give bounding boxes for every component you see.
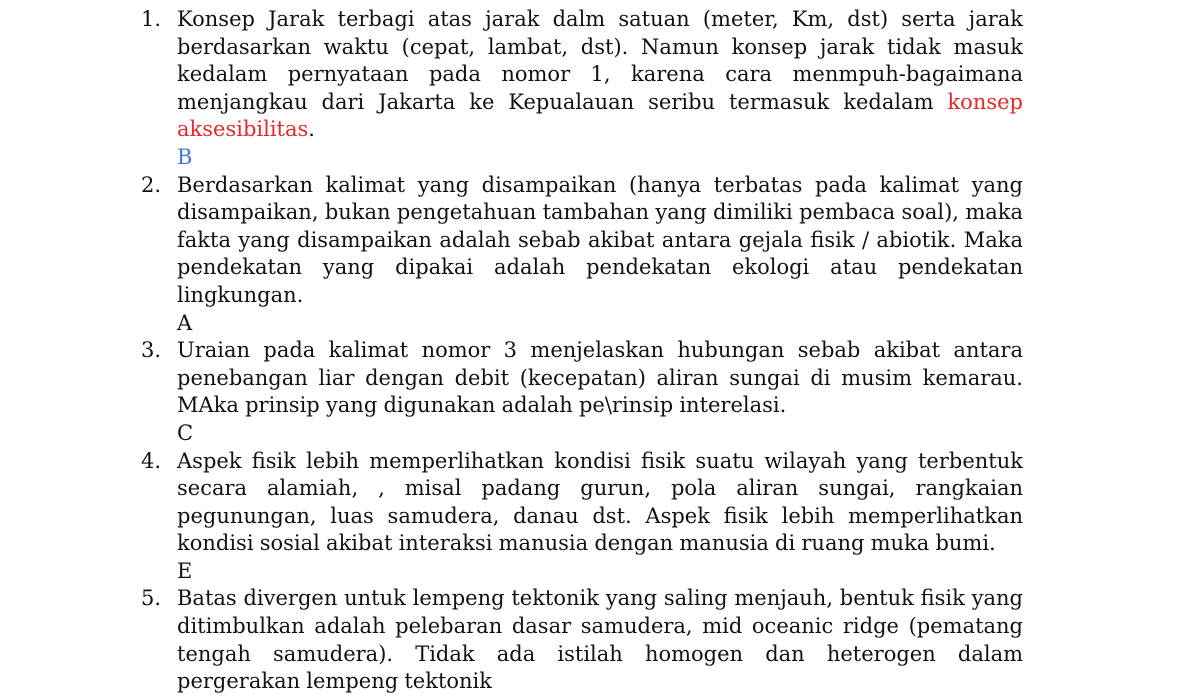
answer-letter: C — [177, 420, 194, 445]
list-item-5 — [0, 585, 1200, 695]
item-paragraph: Aspek fisik lebih memperlihatkan kondisi fisik suatu wilayah yang terbentuk secara alamiah, , misal padang gurun, pola aliran sungai, rangkaian pegunungan, luas samudera, danau dst. Aspek fisik lebih memperlihatkan kondisi sosial akibat interaksi manusia dengan manusia di ruang muka bumi. — [177, 448, 1023, 556]
highlighted-term: konsep aksesibilitas — [177, 89, 1023, 142]
item-text-tail: . — [308, 117, 315, 142]
answer-letter: B — [177, 144, 193, 169]
list-item-1 — [0, 6, 1200, 172]
item-number: 1. — [141, 7, 162, 31]
item-number: 2. — [141, 172, 162, 197]
list-item-4 — [0, 448, 1200, 586]
answer-letter: E — [177, 558, 193, 583]
item-paragraph: Berdasarkan kalimat yang disampaikan (hanya terbatas pada kalimat yang disampaikan, bukan pengetahuan tambahan yang dimiliki pembaca soal), maka fakta yang disampaikan adalah sebab akibat antara gejala fisik / abiotik. Maka pendekatan yang dipakai adalah pendekatan ekologi atau pendekatan lingkungan. — [177, 172, 1023, 307]
list-item-2 — [0, 172, 1200, 338]
item-paragraph: Uraian pada kalimat nomor 3 menjelaskan hubungan sebab akibat antara penebangan liar dengan debit (kecepatan) aliran sungai di musim kemarau. MAka prinsip yang digunakan adalah pe\rinsip interelasi. — [177, 338, 1023, 418]
list-item-3 — [0, 337, 1200, 447]
answer-letter: A — [177, 310, 193, 335]
item-paragraph: Batas divergen untuk lempeng tektonik yang saling menjauh, bentuk fisik yang ditimbulkan adalah pelebaran dasar samudera, mid oceanic ridge (pematang tengah samudera). Tidak ada istilah homogen dan heterogen dalam pergerakan lempeng tektonik — [177, 586, 1023, 694]
item-number: 3. — [141, 338, 162, 363]
item-text: Konsep Jarak terbagi atas jarak dalm satuan (meter, Km, dst) serta jarak berdasarkan waktu (cepat, lambat, dst). Namun konsep jarak tidak masuk kedalam pernyataan pada nomor 1, karena cara menmpuh-bagaimana menjangkau dari Jakarta ke Kepualauan seribu termasuk kedalam — [177, 7, 1023, 114]
answer-list — [0, 6, 1200, 696]
item-paragraph — [177, 6, 1023, 144]
item-number: 4. — [141, 448, 162, 473]
item-number: 5. — [141, 586, 162, 611]
